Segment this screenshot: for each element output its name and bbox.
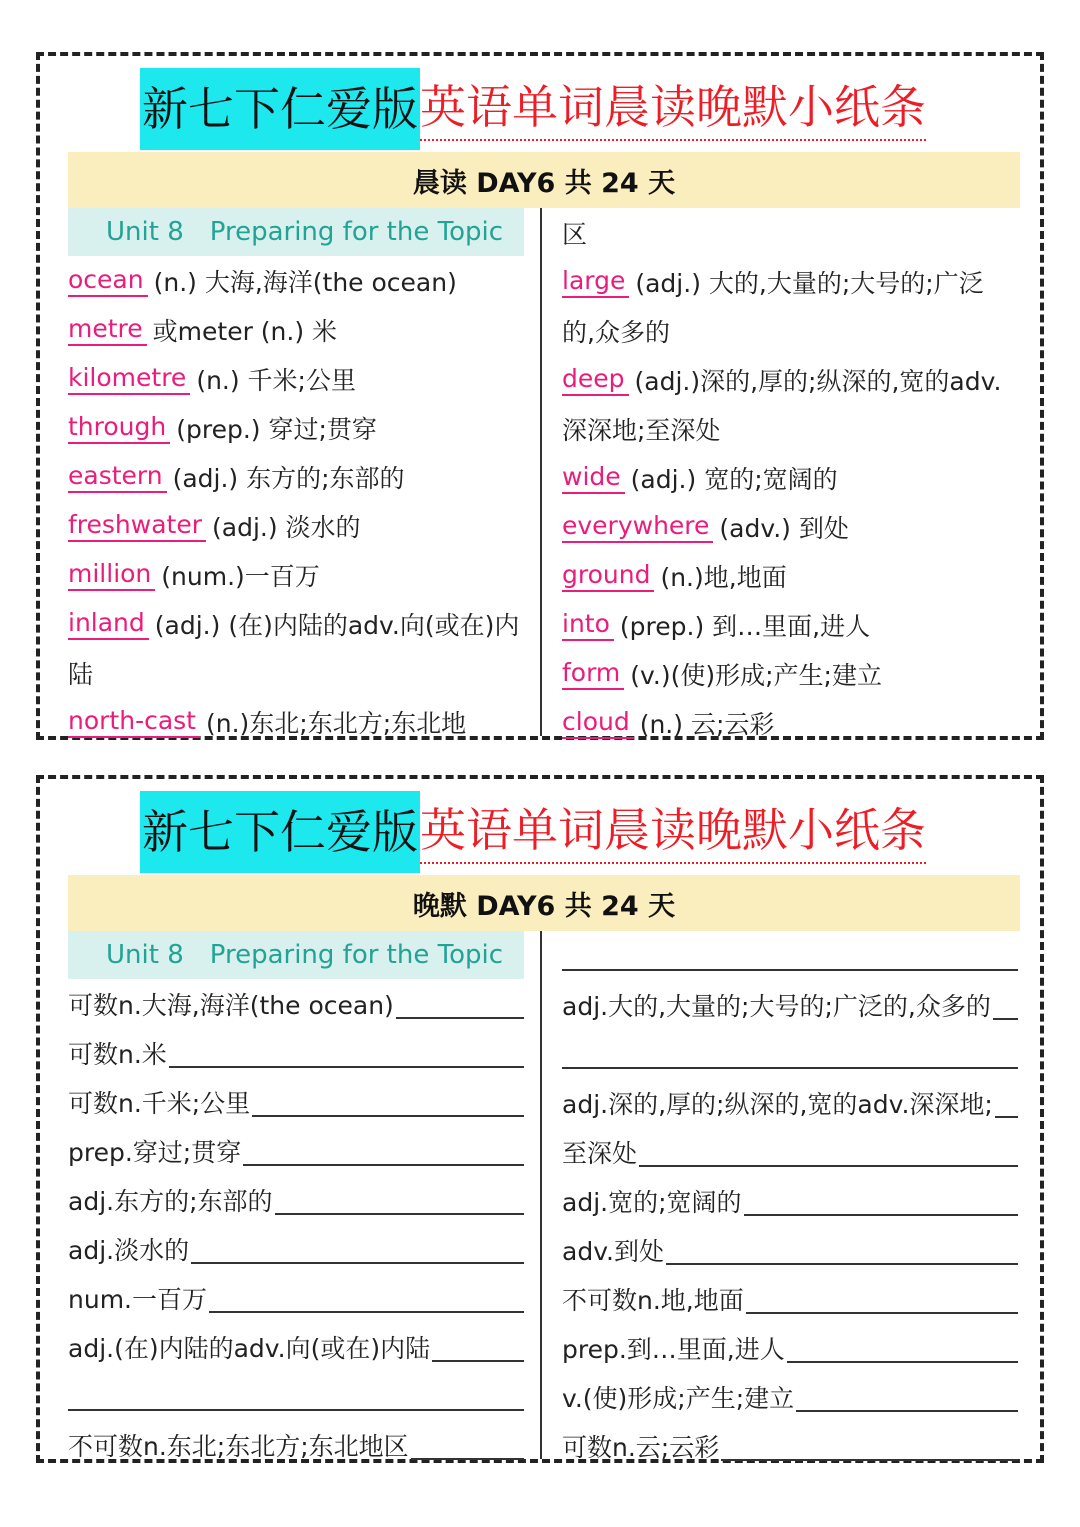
vocab-definition: (adj.) 宽的;宽阔的 [630,464,838,494]
vocab-definition: (adj.)深的,厚的;纵深的,宽的adv. [634,366,1002,396]
vocab-word: large [562,266,629,298]
column-divider [540,931,542,1459]
vocab-word: deep [562,364,629,396]
vocab-row [68,550,524,599]
dictation-row [68,1077,524,1126]
dictation-row [68,1322,524,1371]
vocab-row [562,453,1018,502]
title-main: 英语单词晨读晚默小纸条 [420,800,926,864]
dictation-row [562,1225,1018,1274]
dictation-prompt: adv.到处 [562,1236,664,1266]
vocab-definition: (adj.) (在)内陆的adv.向(或在)内 [154,610,520,640]
dictation-prompt: adj.深的,厚的;纵深的,宽的adv.深深地; [562,1089,993,1119]
vocab-definition: (prep.) 到…里面,进人 [619,611,871,641]
dictation-prompt: 至深处 [562,1138,638,1168]
vocab-definition: 深深地;至深处 [562,415,721,445]
dictation-row [68,979,524,1028]
dictation-row [562,1372,1018,1421]
vocab-word: ground [562,560,654,592]
dictation-prompt: adj.大的,大量的;大号的;广泛的,众多的 [562,991,991,1021]
vocab-word: million [68,559,155,591]
vocab-definition: (n.) 大海,海洋(the ocean) [153,267,457,297]
vocab-word: freshwater [68,510,206,542]
morning-reading-card [36,52,1044,740]
vocab-row [68,452,524,501]
answer-blank[interactable] [275,1185,524,1215]
answer-blank[interactable] [744,1186,1018,1216]
dictation-row [562,1078,1018,1127]
vocab-list [562,208,1018,747]
dictation-prompt: prep.到…里面,进人 [562,1334,785,1364]
vocab-definition: (adv.) 到处 [719,513,849,543]
dictation-row [68,1175,524,1224]
vocab-word: through [68,412,170,444]
vocab-row [562,551,1018,600]
vocab-word: inland [68,608,149,640]
dictation-prompt: 不可数n.东北;东北方;东北地区 [68,1431,409,1461]
vocab-word: north-cast [68,706,200,738]
vocab-word: eastern [68,461,167,493]
vocab-definition: (n.)东北;东北方;东北地 [205,708,467,738]
unit-topic: Preparing for the Topic [209,940,504,970]
unit-header [68,208,524,256]
dictation-row [562,1029,1018,1078]
dictation-prompt: 可数n.大海,海洋(the ocean) [68,990,394,1020]
vocab-row [562,306,1018,355]
vocab-definition: (n.) 云;云彩 [639,709,775,739]
vocab-word: everywhere [562,511,713,543]
dictation-row [562,980,1018,1029]
answer-blank[interactable] [209,1283,524,1313]
vocab-definition: 区 [562,219,588,249]
title-edition: 新七下仁爱版 [140,68,420,150]
vocab-row [562,649,1018,698]
dictation-prompt: adj.淡水的 [68,1235,190,1265]
answer-blank[interactable] [243,1136,524,1166]
dictation-row [68,1371,524,1420]
vocab-word: kilometre [68,363,190,395]
vocab-row [562,208,1018,257]
title-main: 英语单词晨读晚默小纸条 [420,77,926,141]
answer-blank[interactable] [746,1284,1018,1314]
vocab-word: metre [68,314,147,346]
vocab-definition: (n.)地,地面 [660,562,787,592]
dictation-prompt: adj.东方的;东部的 [68,1186,273,1216]
unit-label: Unit 8 [106,940,184,970]
morning-right-column [562,208,1018,747]
dictation-prompt: num.一百万 [68,1284,207,1314]
vocab-row [562,502,1018,551]
vocab-row [68,697,524,746]
unit-topic: Preparing for the Topic [209,217,504,247]
dictation-list [68,979,524,1469]
dictation-prompt: 可数n.米 [68,1039,167,1069]
answer-blank[interactable] [562,1039,1018,1069]
dictation-row [562,1323,1018,1372]
answer-blank[interactable] [639,1137,1018,1167]
vocab-word: ocean [68,265,148,297]
dictation-row [562,1176,1018,1225]
dictation-prompt: 可数n.千米;公里 [68,1088,251,1118]
answer-blank[interactable] [411,1430,524,1460]
dictation-prompt: 可数n.云;云彩 [562,1432,720,1462]
dictation-row [68,1224,524,1273]
answer-blank[interactable] [432,1332,524,1362]
answer-blank[interactable] [562,941,1018,971]
vocab-definition: 或meter (n.) 米 [152,316,338,346]
vocab-row [68,501,524,550]
dictation-row [68,1028,524,1077]
dictation-row [562,1421,1018,1470]
dictation-row [68,1126,524,1175]
vocab-definition: 陆 [68,659,94,689]
vocab-definition: (n.) 千米;公里 [196,365,356,395]
vocab-row [68,256,524,305]
evening-dictation-card [36,775,1044,1463]
answer-blank[interactable] [191,1234,524,1264]
answer-blank[interactable] [796,1382,1018,1412]
vocab-row [562,257,1018,306]
vocab-word: into [562,609,614,641]
answer-blank[interactable] [787,1333,1018,1363]
dictation-row [68,1273,524,1322]
vocab-row [562,355,1018,404]
evening-left-column [68,931,524,1469]
vocab-row [68,403,524,452]
card-title [140,791,926,873]
answer-blank[interactable] [169,1038,524,1068]
vocab-word: form [562,658,624,690]
vocab-definition: (num.)一百万 [161,561,320,591]
vocab-row [68,599,524,648]
dictation-prompt: prep.穿过;贯穿 [68,1137,242,1167]
vocab-row [68,354,524,403]
day-label: 晚默 DAY6 共 24 天 [68,875,1020,931]
dictation-prompt: adj.(在)内陆的adv.向(或在)内陆 [68,1333,431,1363]
vocab-row [68,648,524,697]
vocab-definition: (adj.) 东方的;东部的 [172,463,405,493]
title-edition: 新七下仁爱版 [140,791,420,873]
day-label: 晨读 DAY6 共 24 天 [68,152,1020,208]
vocab-row [562,698,1018,747]
answer-blank[interactable] [396,989,524,1019]
dictation-prompt: adj.宽的;宽阔的 [562,1187,742,1217]
vocab-definition: 的,众多的 [562,317,670,347]
vocab-definition: (adj.) 大的,大量的;大号的;广泛 [635,268,984,298]
vocab-definition: (prep.) 穿过;贯穿 [176,414,377,444]
unit-header [68,931,524,979]
vocab-word: wide [562,462,625,494]
answer-blank[interactable] [666,1235,1018,1265]
dictation-row [68,1420,524,1469]
card-title [140,68,926,150]
morning-left-column [68,208,524,746]
dictation-list [562,931,1018,1470]
answer-blank[interactable] [721,1431,1018,1461]
dictation-prompt: 不可数n.地,地面 [562,1285,744,1315]
unit-label: Unit 8 [106,217,184,247]
vocab-row [562,404,1018,453]
vocab-row [562,600,1018,649]
vocab-definition: (v.)(使)形成;产生;建立 [630,660,882,690]
vocab-definition: (adj.) 淡水的 [212,512,361,542]
answer-blank[interactable] [252,1087,524,1117]
vocab-word: cloud [562,707,634,739]
dictation-row [562,931,1018,980]
vocab-list [68,256,524,746]
answer-blank[interactable] [995,1088,1018,1118]
answer-blank[interactable] [68,1381,524,1411]
column-divider [540,208,542,736]
evening-right-column [562,931,1018,1470]
dictation-row [562,1274,1018,1323]
answer-blank[interactable] [993,990,1018,1020]
dictation-row [562,1127,1018,1176]
vocab-row [68,305,524,354]
dictation-prompt: v.(使)形成;产生;建立 [562,1383,795,1413]
